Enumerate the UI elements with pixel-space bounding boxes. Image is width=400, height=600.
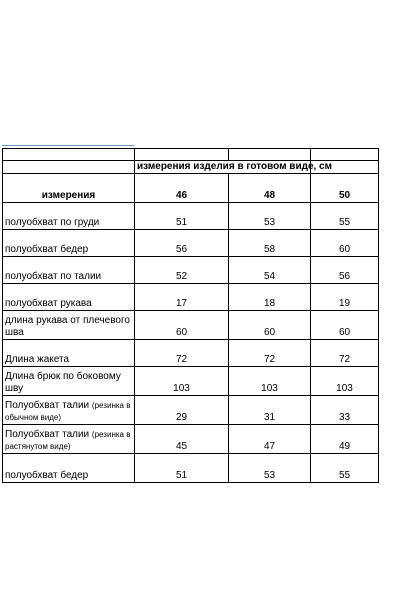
row-note: (резинка в обычном виде) (5, 401, 131, 422)
row-value: 31 (229, 396, 311, 425)
row-note: (резинка в растянутом виде) (5, 430, 131, 451)
row-value: 60 (135, 311, 229, 340)
row-label: полуобхват рукава (3, 284, 135, 311)
row-value: 60 (311, 230, 379, 257)
row-label: полуобхват по талии (3, 257, 135, 284)
row-value: 55 (311, 454, 379, 483)
row-value: 103 (311, 367, 379, 396)
row-value: 47 (229, 425, 311, 454)
table-row (3, 230, 379, 257)
row-label: полуобхват бедер (3, 230, 135, 257)
row-value: 72 (311, 340, 379, 367)
table-row (3, 340, 379, 367)
row-value: 33 (311, 396, 379, 425)
row-value: 56 (311, 257, 379, 284)
table-row (3, 257, 379, 284)
row-value: 60 (229, 311, 311, 340)
row-value: 51 (135, 454, 229, 483)
row-value: 103 (229, 367, 311, 396)
row-value: 18 (229, 284, 311, 311)
row-label: Длина брюк по боковому шву (3, 367, 135, 396)
row-label: Полуобхват талии (5, 429, 90, 440)
size-header-50: 50 (311, 174, 379, 203)
size-chart-table (2, 148, 379, 483)
row-value: 72 (229, 340, 311, 367)
row-value: 52 (135, 257, 229, 284)
row-label: Длина жакета (3, 340, 135, 367)
row-value: 51 (135, 203, 229, 230)
row-value: 58 (229, 230, 311, 257)
row-label-with-note (3, 425, 135, 454)
row-value: 72 (135, 340, 229, 367)
row-label: Полуобхват талии (5, 400, 90, 411)
table-caption: измерения изделия в готовом виде, см (135, 161, 311, 174)
row-value: 49 (311, 425, 379, 454)
header-accent-line (2, 145, 134, 146)
row-value: 29 (135, 396, 229, 425)
header-label: измерения (3, 174, 135, 203)
row-value: 103 (135, 367, 229, 396)
row-value: 19 (311, 284, 379, 311)
table-row (3, 396, 379, 425)
table-header-row (3, 174, 379, 203)
row-value: 17 (135, 284, 229, 311)
row-label: полуобхват по груди (3, 203, 135, 230)
row-value: 54 (229, 257, 311, 284)
size-header-46: 46 (135, 174, 229, 203)
row-value: 55 (311, 203, 379, 230)
table-caption-row (3, 161, 379, 174)
table-row (3, 284, 379, 311)
table-row (3, 367, 379, 396)
table-top-row (3, 149, 379, 161)
row-value: 60 (311, 311, 379, 340)
row-value: 53 (229, 203, 311, 230)
row-label: полуобхват бедер (3, 454, 135, 483)
table-row (3, 311, 379, 340)
row-value: 53 (229, 454, 311, 483)
table-row (3, 425, 379, 454)
row-value: 45 (135, 425, 229, 454)
size-header-48: 48 (229, 174, 311, 203)
table-row (3, 454, 379, 483)
row-label-with-note (3, 396, 135, 425)
table-row (3, 203, 379, 230)
row-label: длина рукава от плечевого шва (3, 311, 135, 340)
row-value: 56 (135, 230, 229, 257)
